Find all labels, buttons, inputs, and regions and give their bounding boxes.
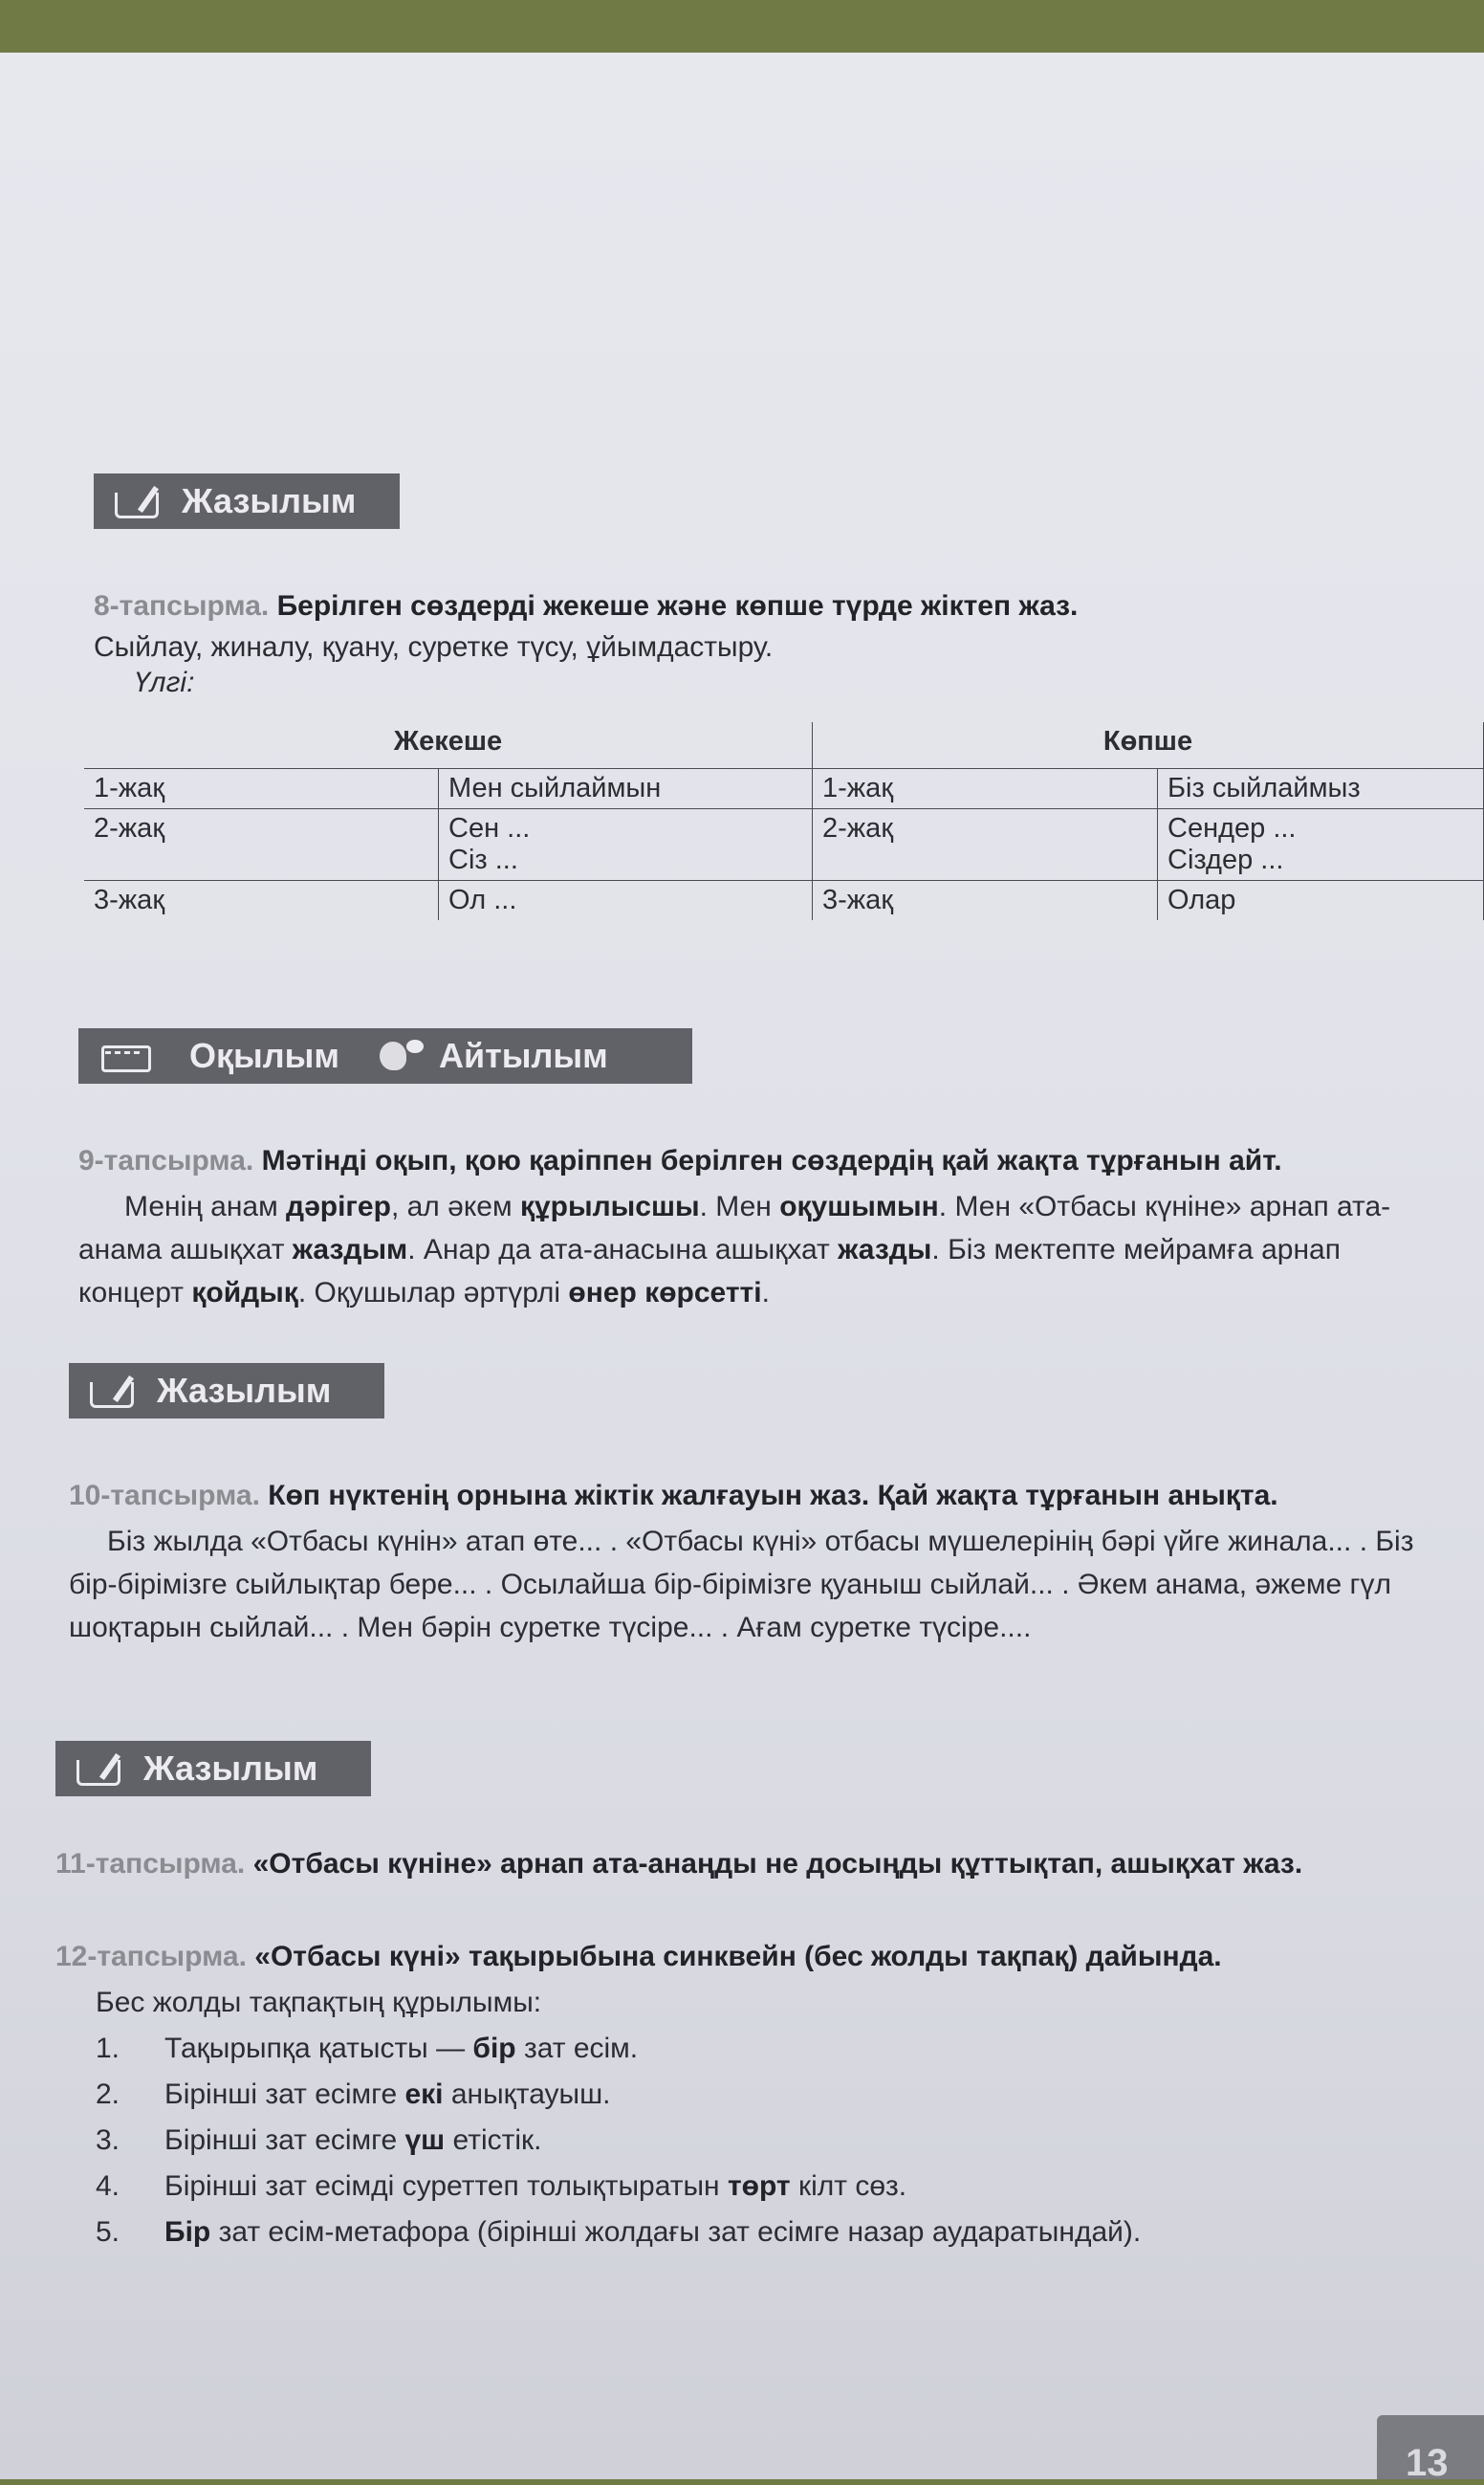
book-pen-icon <box>88 1374 142 1407</box>
person-cell: 3-жақ <box>813 881 1158 921</box>
item-number: 3. <box>96 2124 120 2156</box>
text: Бірінші зат есімді суреттеп толықтыратын <box>164 2170 728 2202</box>
table-row <box>84 769 1484 809</box>
conjugation-table <box>84 722 1484 920</box>
task9-line-3 <box>78 1272 770 1314</box>
task-number: 8-тапсырма. <box>94 590 270 622</box>
text: анама ашықхат <box>78 1234 293 1265</box>
bold-word: бір <box>472 2033 516 2064</box>
header-singular: Жекеше <box>84 722 813 769</box>
task-number: 9-тапсырма. <box>78 1145 254 1177</box>
page-number-tab <box>1377 2415 1484 2484</box>
text: кілт сөз. <box>790 2170 907 2202</box>
book-pen-icon <box>113 485 166 517</box>
singular-line: Сіз ... <box>448 845 518 875</box>
section-title: Жазылым <box>143 1748 318 1788</box>
task-number: 11-тапсырма. <box>55 1848 246 1880</box>
task8-sample-label: Үлгі: <box>134 667 195 698</box>
speaking-head-icon <box>378 1040 424 1072</box>
bold-word: оқушымын <box>779 1191 939 1222</box>
task-instruction: «Отбасы күніне» арнап ата-анаңды не досыңды құттықтап, ашықхат жаз. <box>252 1848 1303 1880</box>
text: . Оқушылар әртүрлі <box>297 1277 569 1308</box>
text: концерт <box>78 1277 192 1308</box>
bold-word: қойдық <box>191 1277 298 1308</box>
book-pen-icon <box>75 1752 128 1785</box>
section-title-speaking: Айтылым <box>439 1036 608 1075</box>
list-item <box>96 2168 906 2205</box>
plural-line: Сендер ... <box>1168 813 1297 844</box>
page-number: 13 <box>1406 2442 1449 2484</box>
text: . Мен <box>699 1191 780 1222</box>
person-cell: 1-жақ <box>84 769 439 809</box>
task8-words: Сыйлау, жиналу, қуану, суретке түсу, ұйымдастыру. <box>94 631 774 663</box>
text: анықтауыш. <box>443 2078 611 2110</box>
list-item <box>96 2031 638 2067</box>
text: етістік. <box>445 2124 542 2156</box>
section-reading-speaking <box>78 1028 692 1084</box>
task10-line-1: Біз жылда «Отбасы күнін» атап өте... . «Отбасы күні» отбасы мүшелерінің бәрі үйге жинала... . Біз <box>107 1526 1414 1557</box>
text: зат есім. <box>515 2033 639 2064</box>
bold-word: өнер көрсетті <box>568 1277 762 1308</box>
task10-line-3: шоқтарын сыйлай... . Мен бәрін суретке түсіре... . Ағам суретке түсіре.... <box>69 1612 1032 1643</box>
reading-icon <box>98 1040 151 1072</box>
bold-word: Бір <box>164 2216 211 2248</box>
person-cell: 2-жақ <box>813 809 1158 881</box>
person-cell: 1-жақ <box>813 769 1158 809</box>
text: . Біз мектепте мейрамға арнап <box>931 1234 1341 1265</box>
task9-line-1 <box>124 1186 1390 1228</box>
section-writing-2 <box>69 1363 384 1418</box>
item-number: 5. <box>96 2216 120 2248</box>
task-instruction: «Отбасы күні» тақырыбына синквейн (бес жолды тақпақ) дайында. <box>254 1941 1222 1972</box>
list-item <box>96 2077 611 2113</box>
task-number: 10-тапсырма. <box>69 1480 260 1511</box>
text: , ал әкем <box>390 1191 520 1222</box>
plural-cell: Біз сыйлаймыз <box>1158 769 1484 809</box>
text: зат есім-метафора (бірінші жолдағы зат есімге назар аударатындай). <box>210 2216 1142 2248</box>
task-instruction: Мәтінді оқып, қою қаріппен берілген сөздердің қай жақта тұрғанын айт. <box>261 1145 1282 1177</box>
task12-heading <box>55 1939 1222 1975</box>
bold-word: жаздым <box>292 1234 408 1265</box>
task9-line-2 <box>78 1229 1341 1271</box>
text: . Мен «Отбасы күніне» арнап ата- <box>938 1191 1391 1222</box>
bold-word: құрылысшы <box>519 1191 700 1222</box>
task-instruction: Көп нүктенің орнына жіктік жалғауын жаз. Қай жақта тұрғанын анықта. <box>268 1480 1278 1511</box>
section-title: Жазылым <box>157 1371 332 1410</box>
singular-line: Сен ... <box>448 813 531 844</box>
plural-cell <box>1158 809 1484 881</box>
person-cell: 3-жақ <box>84 881 439 921</box>
text: . <box>761 1277 770 1308</box>
bold-word: жазды <box>838 1234 932 1265</box>
text: Тақырыпқа қатысты — <box>164 2033 473 2064</box>
bold-word: үш <box>404 2124 446 2156</box>
bold-word: екі <box>404 2078 444 2110</box>
singular-cell: Ол ... <box>439 881 813 921</box>
singular-cell <box>439 809 813 881</box>
text: Бірінші зат есімге <box>164 2078 405 2110</box>
bold-word: төрт <box>727 2170 791 2202</box>
task8-heading <box>94 588 1078 625</box>
text: Бірінші зат есімге <box>164 2124 405 2156</box>
table-header-row <box>84 722 1484 769</box>
task-instruction: Берілген сөздерді жекеше және көпше түрде жіктеп жаз. <box>276 590 1079 622</box>
text: . Анар да ата-анасына ашықхат <box>407 1234 839 1265</box>
task-number: 12-тапсырма. <box>55 1941 247 1972</box>
table-row <box>84 881 1484 921</box>
text: Менің анам <box>124 1191 287 1222</box>
task9-heading <box>78 1143 1282 1179</box>
plural-cell: Олар <box>1158 881 1484 921</box>
person-cell: 2-жақ <box>84 809 439 881</box>
section-writing-1 <box>94 473 400 529</box>
task12-structure-label: Бес жолды тақпақтың құрылымы: <box>96 1987 542 2018</box>
task11-heading <box>55 1846 1302 1882</box>
plural-line: Сіздер ... <box>1168 845 1284 875</box>
header-plural: Көпше <box>813 722 1484 769</box>
singular-cell: Мен сыйлаймын <box>439 769 813 809</box>
textbook-page <box>0 53 1484 2479</box>
task10-heading <box>69 1478 1278 1514</box>
bold-word: дәрігер <box>286 1191 391 1222</box>
section-writing-3 <box>55 1741 371 1796</box>
list-item <box>96 2214 1141 2251</box>
section-title-reading: Оқылым <box>189 1036 340 1075</box>
item-number: 1. <box>96 2033 120 2064</box>
table-row <box>84 809 1484 881</box>
list-item <box>96 2122 541 2159</box>
item-number: 2. <box>96 2078 120 2110</box>
item-number: 4. <box>96 2170 120 2202</box>
section-title: Жазылым <box>182 481 357 520</box>
task10-line-2: бір-бірімізге сыйлықтар бере... . Осылайша бір-бірімізге қуаныш сыйлай... . Әкем анама, әжеме гүл <box>69 1569 1392 1600</box>
